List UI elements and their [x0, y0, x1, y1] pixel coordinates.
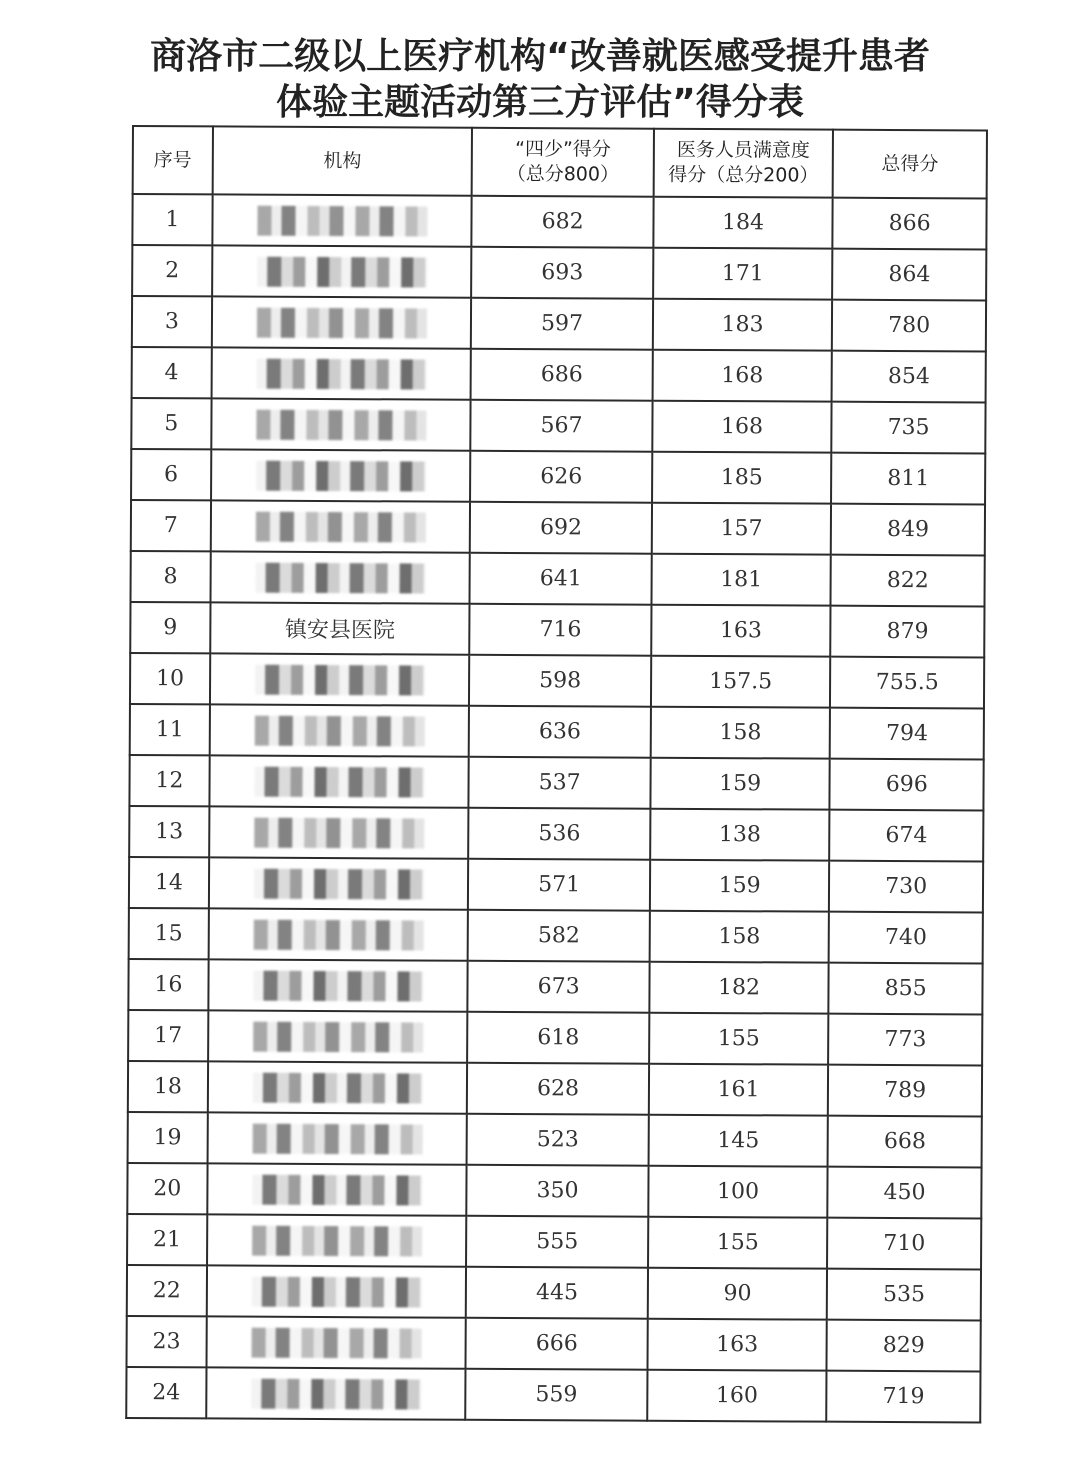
row-staff-score: 184	[653, 197, 833, 249]
row-total-score: 829	[827, 1320, 981, 1372]
row-four-less-score: 559	[466, 1369, 648, 1421]
row-org	[206, 1316, 466, 1368]
row-total-score: 866	[833, 198, 987, 250]
row-four-less-score: 445	[466, 1267, 648, 1319]
redacted-org-name	[256, 460, 426, 491]
row-seq: 15	[129, 908, 209, 959]
table-row	[132, 347, 986, 402]
row-org	[207, 1214, 467, 1266]
table-row	[129, 908, 983, 963]
table-row	[131, 500, 985, 555]
row-four-less-score: 350	[467, 1165, 649, 1217]
row-staff-score: 158	[651, 707, 831, 759]
row-total-score: 710	[827, 1218, 981, 1270]
table-row	[128, 1061, 982, 1116]
row-four-less-score: 693	[471, 247, 653, 299]
row-org	[208, 959, 468, 1011]
table-row	[130, 653, 984, 708]
row-total-score: 822	[831, 555, 985, 607]
table-row	[126, 1316, 980, 1371]
row-four-less-score: 567	[471, 400, 653, 452]
row-four-less-score: 597	[471, 298, 653, 350]
row-four-less-score: 666	[466, 1318, 648, 1370]
header-staff-line1: 医务人员满意度	[676, 138, 811, 162]
redacted-org-name	[256, 358, 426, 389]
row-four-less-score: 626	[470, 451, 652, 503]
row-four-less-score: 618	[467, 1012, 649, 1064]
table-row	[126, 1367, 980, 1422]
row-org	[209, 704, 469, 756]
row-staff-score: 90	[648, 1268, 828, 1320]
row-org	[207, 1112, 467, 1164]
row-total-score: 794	[830, 708, 984, 760]
row-org	[210, 602, 470, 654]
redacted-org-name	[251, 1327, 421, 1358]
row-total-score: 864	[832, 249, 986, 301]
table-row	[128, 1112, 982, 1167]
redacted-org-name	[254, 766, 424, 797]
row-seq: 4	[132, 347, 212, 398]
row-org	[209, 755, 469, 807]
row-total-score: 773	[828, 1014, 982, 1066]
row-seq: 12	[129, 755, 209, 806]
row-seq: 3	[132, 296, 212, 347]
row-total-score: 735	[832, 402, 986, 454]
row-seq: 16	[128, 959, 208, 1010]
row-staff-score: 157.5	[651, 656, 831, 708]
redacted-org-name	[253, 970, 423, 1001]
row-total-score: 879	[831, 606, 985, 658]
row-four-less-score: 686	[471, 349, 653, 401]
row-four-less-score: 598	[469, 655, 651, 707]
row-staff-score: 159	[650, 860, 830, 912]
header-staff-satisfaction	[653, 129, 833, 198]
row-seq: 6	[131, 449, 211, 500]
row-four-less-score: 673	[468, 961, 650, 1013]
row-org	[212, 296, 472, 348]
row-total-score: 674	[830, 810, 984, 862]
row-staff-score: 182	[649, 962, 829, 1014]
row-staff-score: 138	[650, 809, 830, 861]
row-seq: 10	[130, 653, 210, 704]
row-seq: 1	[132, 194, 212, 245]
row-total-score: 730	[829, 861, 983, 913]
row-four-less-score: 536	[469, 808, 651, 860]
table-row	[132, 245, 986, 300]
row-total-score: 719	[827, 1371, 981, 1423]
row-staff-score: 155	[648, 1217, 828, 1269]
redacted-org-name	[251, 1378, 421, 1409]
row-total-score: 740	[829, 912, 983, 964]
row-seq: 19	[128, 1112, 208, 1163]
table-row	[129, 755, 983, 810]
header-total: 总得分	[833, 130, 987, 199]
redacted-org-name	[252, 1123, 422, 1154]
row-org	[207, 1163, 467, 1215]
row-total-score: 780	[832, 300, 986, 352]
row-four-less-score: 636	[469, 706, 651, 758]
table-row	[129, 857, 983, 912]
row-total-score: 696	[830, 759, 984, 811]
row-seq: 21	[127, 1214, 207, 1265]
redacted-org-name	[254, 868, 424, 899]
row-staff-score: 163	[647, 1319, 827, 1371]
row-staff-score: 159	[650, 758, 830, 810]
document-title	[0, 34, 1080, 126]
row-org	[207, 1265, 467, 1317]
table-row	[131, 551, 985, 606]
row-total-score: 450	[828, 1167, 982, 1219]
row-org	[208, 908, 468, 960]
table-row	[130, 602, 984, 657]
row-total-score: 755.5	[830, 657, 984, 709]
row-four-less-score: 716	[470, 604, 652, 656]
row-staff-score: 168	[652, 401, 832, 453]
table-row	[129, 806, 983, 861]
row-total-score: 854	[832, 351, 986, 403]
row-staff-score: 168	[652, 350, 832, 402]
row-four-less-score: 582	[468, 910, 650, 962]
row-seq: 23	[126, 1316, 206, 1367]
redacted-org-name	[256, 409, 426, 440]
row-seq: 22	[127, 1265, 207, 1316]
org-name: 镇安县医院	[284, 617, 396, 644]
row-four-less-score: 523	[467, 1114, 649, 1166]
row-staff-score: 160	[647, 1370, 827, 1422]
row-seq: 2	[132, 245, 212, 296]
row-seq: 18	[128, 1061, 208, 1112]
header-four-less	[472, 128, 654, 197]
row-four-less-score: 641	[470, 553, 652, 605]
table-row	[128, 1010, 982, 1065]
row-seq: 8	[131, 551, 211, 602]
row-org	[209, 857, 469, 909]
table-row	[128, 959, 982, 1014]
row-seq: 17	[128, 1010, 208, 1061]
row-staff-score: 155	[649, 1013, 829, 1065]
header-org: 机构	[212, 126, 472, 195]
row-four-less-score: 555	[466, 1216, 648, 1268]
row-seq: 20	[127, 1163, 207, 1214]
table-row	[131, 398, 985, 453]
redacted-org-name	[257, 256, 427, 287]
row-total-score: 849	[831, 504, 985, 556]
row-seq: 5	[131, 398, 211, 449]
row-staff-score: 161	[649, 1064, 829, 1116]
row-staff-score: 100	[648, 1166, 828, 1218]
row-staff-score: 183	[653, 299, 833, 351]
table-row	[131, 449, 985, 504]
redacted-org-name	[255, 511, 425, 542]
redacted-org-name	[255, 664, 425, 695]
row-org	[212, 245, 472, 297]
row-staff-score: 181	[651, 554, 831, 606]
row-staff-score: 185	[652, 452, 832, 504]
row-staff-score: 163	[651, 605, 831, 657]
table-row	[127, 1265, 981, 1320]
row-seq: 13	[129, 806, 209, 857]
table-row	[132, 194, 986, 249]
row-org	[211, 500, 471, 552]
redacted-org-name	[257, 205, 427, 236]
row-seq: 11	[130, 704, 210, 755]
row-org	[206, 1367, 466, 1419]
redacted-org-name	[254, 817, 424, 848]
row-staff-score: 171	[653, 248, 833, 300]
row-org	[211, 398, 471, 450]
row-total-score: 855	[829, 963, 983, 1015]
redacted-org-name	[251, 1276, 421, 1307]
header-staff-line2: 得分（总分200）	[668, 163, 819, 187]
row-seq: 9	[130, 602, 210, 653]
row-staff-score: 158	[649, 911, 829, 963]
header-four-less-line1: “四少”得分	[515, 138, 611, 161]
header-seq: 序号	[133, 126, 213, 194]
row-org	[212, 194, 472, 246]
row-seq: 24	[126, 1367, 206, 1418]
table-row	[127, 1163, 981, 1218]
redacted-org-name	[252, 1225, 422, 1256]
row-org	[210, 551, 470, 603]
row-seq: 14	[129, 857, 209, 908]
row-org	[211, 347, 471, 399]
row-seq: 7	[131, 500, 211, 551]
row-org	[208, 1061, 468, 1113]
redacted-org-name	[254, 715, 424, 746]
row-org	[211, 449, 471, 501]
redacted-org-name	[255, 562, 425, 593]
row-total-score: 668	[828, 1116, 982, 1168]
redacted-org-name	[252, 1072, 422, 1103]
redacted-org-name	[252, 1174, 422, 1205]
redacted-org-name	[253, 1021, 423, 1052]
row-total-score: 811	[831, 453, 985, 505]
row-four-less-score: 692	[470, 502, 652, 554]
redacted-org-name	[256, 307, 426, 338]
score-table	[125, 125, 988, 1423]
row-four-less-score: 628	[467, 1063, 649, 1115]
redacted-org-name	[253, 919, 423, 950]
table-row	[130, 704, 984, 759]
table-row	[132, 296, 986, 351]
row-org	[208, 1010, 468, 1062]
row-four-less-score: 571	[468, 859, 650, 911]
row-org	[209, 806, 469, 858]
row-total-score: 789	[828, 1065, 982, 1117]
row-four-less-score: 682	[472, 196, 654, 248]
title-line-1: 商洛市二级以上医疗机构“改善就医感受提升患者	[150, 36, 930, 77]
header-four-less-line2: （总分800）	[506, 162, 620, 186]
row-staff-score: 157	[652, 503, 832, 555]
table-row	[127, 1214, 981, 1269]
row-org	[210, 653, 470, 705]
header-row	[133, 126, 987, 198]
row-four-less-score: 537	[469, 757, 651, 809]
row-total-score: 535	[827, 1269, 981, 1321]
title-line-2: 体验主题活动第三方评估”得分表	[276, 82, 804, 123]
row-staff-score: 145	[648, 1115, 828, 1167]
